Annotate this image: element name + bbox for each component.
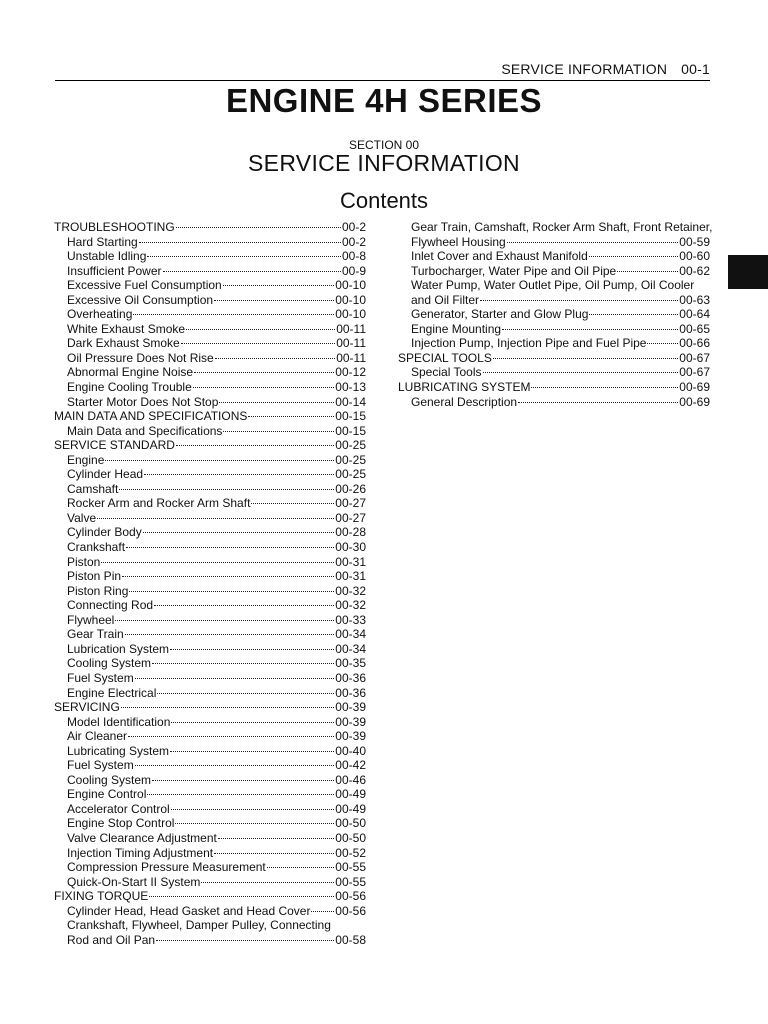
toc-entry-page: 00-63 — [679, 292, 710, 307]
toc-entry-page: 00-2 — [341, 220, 366, 234]
toc-leader-dots — [122, 576, 334, 577]
toc-entry-label: Insufficient Power — [67, 263, 162, 278]
toc-entry-page: 00-10 — [335, 278, 366, 293]
toc-entry-page: 00-60 — [679, 249, 710, 264]
toc-leader-dots — [175, 823, 334, 824]
toc-entry[interactable] — [54, 744, 366, 759]
toc-leader-dots — [126, 547, 334, 548]
toc-entry-label: SERVICING — [54, 700, 120, 715]
toc-entry[interactable] — [54, 656, 366, 671]
toc-entry-page: 00-49 — [335, 787, 366, 802]
toc-entry-page: 00-36 — [335, 670, 366, 685]
toc-entry[interactable] — [54, 584, 366, 599]
toc-entry-page: 00-26 — [335, 481, 366, 496]
toc-leader-dots — [105, 460, 334, 461]
toc-entry-label: Valve — [67, 510, 97, 525]
toc-entry-page: 00-14 — [335, 394, 366, 409]
toc-entry[interactable] — [54, 438, 366, 453]
toc-leader-dots — [215, 358, 335, 359]
toc-leader-dots — [219, 402, 334, 403]
toc-entry[interactable] — [54, 351, 366, 366]
toc-entry-page: 00-12 — [335, 365, 366, 380]
toc-entry-label: LUBRICATING SYSTEM — [398, 380, 531, 395]
toc-entry-label: Crankshaft, Flywheel, Damper Pulley, Connecting — [67, 918, 331, 933]
toc-entry-page: 00-39 — [335, 729, 366, 744]
toc-entry-page: 00-40 — [335, 743, 366, 758]
toc-entry[interactable] — [398, 278, 710, 293]
toc-entry-label: Connecting Rod — [67, 598, 154, 613]
toc-entry[interactable] — [54, 860, 366, 875]
toc-entry-label: Special Tools — [411, 365, 482, 380]
toc-leader-dots — [201, 882, 334, 883]
toc-entry-label: Injection Timing Adjustment — [67, 845, 214, 860]
toc-right-column — [398, 220, 713, 409]
toc-entry[interactable] — [54, 525, 366, 540]
toc-entry-label: Cooling System — [67, 772, 152, 787]
toc-entry-label: TROUBLESHOOTING — [54, 220, 175, 234]
toc-leader-dots — [135, 678, 335, 679]
toc-entry[interactable] — [54, 715, 366, 730]
toc-entry[interactable] — [398, 249, 710, 264]
toc-entry-label: Engine — [67, 452, 105, 467]
toc-entry-label: Flywheel — [67, 612, 115, 627]
toc-entry[interactable] — [54, 220, 366, 235]
toc-entry-label: Fuel System — [67, 758, 134, 773]
toc-leader-dots — [181, 343, 335, 344]
toc-entry-page: 00-67 — [679, 365, 710, 380]
toc-entry-label: Valve Clearance Adjustment — [67, 830, 217, 845]
header-section-name: SERVICE INFORMATION — [501, 61, 668, 77]
toc-entry[interactable] — [54, 307, 366, 322]
toc-leader-dots — [170, 649, 334, 650]
toc-entry[interactable] — [54, 700, 366, 715]
section-label: SECTION 00 — [348, 138, 420, 152]
toc-entry[interactable] — [54, 569, 366, 584]
toc-entry[interactable] — [54, 875, 366, 890]
toc-leader-dots — [171, 809, 335, 810]
toc-entry[interactable] — [398, 220, 713, 235]
toc-entry-label: Compression Pressure Measurement — [67, 860, 266, 875]
toc-entry-label: Main Data and Specifications — [67, 423, 223, 438]
toc-leader-dots — [589, 256, 679, 257]
toc-leader-dots — [589, 314, 678, 315]
toc-entry-page: 00-11 — [336, 336, 366, 351]
toc-leader-dots — [101, 562, 334, 563]
toc-entry[interactable] — [54, 365, 366, 380]
toc-entry[interactable] — [54, 831, 366, 846]
toc-leader-dots — [176, 445, 334, 446]
toc-entry-label: Cylinder Head, Head Gasket and Head Cover — [67, 903, 311, 918]
toc-entry-page: 00-56 — [335, 889, 366, 904]
toc-leader-dots — [493, 358, 678, 359]
toc-entry[interactable] — [54, 467, 366, 482]
toc-entry[interactable] — [54, 293, 366, 308]
toc-leader-dots — [128, 736, 334, 737]
toc-entry-page: 00-32 — [335, 583, 366, 598]
toc-entry[interactable] — [54, 380, 366, 395]
toc-entry[interactable] — [54, 918, 366, 933]
toc-entry-label: Cylinder Head — [67, 467, 144, 482]
toc-leader-dots — [507, 242, 679, 243]
toc-entry-label: Fuel System — [67, 670, 134, 685]
toc-entry-page: 00-25 — [335, 452, 366, 467]
toc-entry-label: Rod and Oil Pan — [67, 932, 156, 947]
toc-entry-label: FIXING TORQUE — [54, 889, 149, 904]
toc-entry[interactable] — [398, 264, 710, 279]
toc-entry-label: Overheating — [67, 307, 133, 322]
toc-leader-dots — [121, 707, 335, 708]
toc-entry[interactable] — [54, 453, 366, 468]
toc-entry[interactable] — [54, 642, 366, 657]
toc-entry[interactable] — [398, 322, 710, 337]
toc-leader-dots — [144, 474, 334, 475]
toc-entry[interactable] — [398, 336, 710, 351]
toc-entry[interactable] — [54, 729, 366, 744]
toc-leader-dots — [647, 343, 678, 344]
toc-entry-label: Dark Exhaust Smoke — [67, 336, 180, 351]
toc-leader-dots — [129, 591, 334, 592]
toc-entry-page: 00-55 — [335, 874, 366, 889]
toc-entry[interactable] — [54, 511, 366, 526]
toc-entry[interactable] — [54, 613, 366, 628]
toc-entry-page: 00-27 — [335, 496, 366, 511]
toc-leader-dots — [156, 940, 334, 941]
toc-entry[interactable] — [54, 802, 366, 817]
toc-entry-page: 00-58 — [335, 932, 366, 947]
toc-entry-page: 00-69 — [679, 380, 710, 395]
toc-entry[interactable] — [54, 424, 366, 439]
toc-entry-label: Model Identification — [67, 714, 171, 729]
toc-entry-page: 00-10 — [335, 292, 366, 307]
toc-entry[interactable] — [54, 278, 366, 293]
header-rule — [55, 80, 710, 81]
toc-entry-page: 00-30 — [335, 540, 366, 555]
toc-entry-label: Injection Pump, Injection Pipe and Fuel Pipe — [411, 336, 647, 351]
toc-entry[interactable] — [54, 758, 366, 773]
toc-leader-dots — [194, 372, 334, 373]
toc-entry-label: SERVICE STANDARD — [54, 438, 175, 453]
document-title: ENGINE 4H SERIES — [225, 82, 543, 119]
toc-entry-page: 00-50 — [335, 816, 366, 831]
toc-entry[interactable] — [54, 496, 366, 511]
toc-leader-dots — [518, 402, 678, 403]
toc-entry-label: Oil Pressure Does Not Rise — [67, 350, 214, 365]
toc-entry-page: 00-28 — [335, 525, 366, 540]
toc-entry-label: Piston Pin — [67, 569, 122, 584]
toc-entry-page: 00-2 — [341, 234, 366, 249]
toc-entry-label: Camshaft — [67, 481, 119, 496]
toc-entry[interactable] — [54, 671, 366, 686]
running-header — [55, 61, 710, 77]
toc-entry-label: Engine Control — [67, 787, 147, 802]
toc-entry-page: 00-11 — [336, 321, 366, 336]
toc-entry[interactable] — [398, 395, 710, 410]
toc-leader-dots — [248, 416, 334, 417]
toc-leader-dots — [311, 911, 334, 912]
toc-entry[interactable] — [54, 555, 366, 570]
toc-entry-label: Gear Train — [67, 627, 124, 642]
toc-entry-page: 00-35 — [335, 656, 366, 671]
toc-entry-page: 00-31 — [335, 569, 366, 584]
toc-leader-dots — [617, 271, 678, 272]
toc-leader-dots — [223, 431, 334, 432]
toc-entry-page: 00-32 — [335, 598, 366, 613]
toc-entry-page: 00-15 — [335, 409, 366, 424]
toc-entry-page: 00-39 — [335, 700, 366, 715]
toc-entry-label: Excessive Oil Consumption — [67, 292, 214, 307]
toc-entry-label: Lubrication System — [67, 641, 170, 656]
toc-leader-dots — [157, 693, 334, 694]
toc-leader-dots — [139, 242, 341, 243]
toc-entry-label: White Exhaust Smoke — [67, 321, 186, 336]
section-title: SERVICE INFORMATION — [248, 150, 520, 176]
contents-heading: Contents — [339, 188, 429, 213]
toc-entry-label: SPECIAL TOOLS — [398, 350, 492, 365]
toc-entry-label: Cooling System — [67, 656, 152, 671]
toc-entry-page: 00-36 — [335, 685, 366, 700]
toc-entry-label: Inlet Cover and Exhaust Manifold — [411, 249, 588, 264]
toc-leader-dots — [154, 605, 334, 606]
toc-entry[interactable] — [398, 307, 710, 322]
toc-entry-page: 00-31 — [335, 554, 366, 569]
toc-entry-page: 00-34 — [335, 641, 366, 656]
toc-leader-dots — [223, 285, 335, 286]
toc-entry[interactable] — [54, 409, 366, 424]
toc-entry-label: Turbocharger, Water Pipe and Oil Pipe — [411, 263, 617, 278]
toc-entry-label: MAIN DATA AND SPECIFICATIONS — [54, 409, 248, 424]
toc-entry-page: 00-25 — [335, 467, 366, 482]
toc-leader-dots — [152, 663, 334, 664]
toc-leader-dots — [176, 227, 341, 228]
toc-entry-page: 00-64 — [679, 307, 710, 322]
toc-entry-page: 00-10 — [335, 307, 366, 322]
toc-leader-dots — [115, 620, 334, 621]
toc-entry-page: 00-39 — [335, 714, 366, 729]
toc-entry-page: 00-55 — [335, 860, 366, 875]
toc-entry-page: 00-50 — [335, 830, 366, 845]
toc-entry-label: Starter Motor Does Not Stop — [67, 394, 219, 409]
toc-entry-page: 00-59 — [679, 234, 710, 249]
toc-entry[interactable] — [54, 336, 366, 351]
toc-entry-page: 00-33 — [335, 612, 366, 627]
toc-entry-page: 00-11 — [336, 350, 366, 365]
toc-entry-label: Engine Electrical — [67, 685, 157, 700]
toc-entry[interactable] — [54, 627, 366, 642]
toc-leader-dots — [193, 387, 335, 388]
toc-entry-label: Engine Cooling Trouble — [67, 380, 192, 395]
toc-left-column — [54, 220, 366, 947]
toc-entry[interactable] — [54, 482, 366, 497]
toc-entry-page: 00-46 — [335, 772, 366, 787]
toc-entry-page: 00-9 — [341, 263, 366, 278]
toc-entry[interactable] — [54, 249, 366, 264]
toc-leader-dots — [267, 867, 335, 868]
toc-leader-dots — [125, 634, 335, 635]
toc-leader-dots — [147, 256, 341, 257]
toc-entry[interactable] — [54, 904, 366, 919]
toc-entry-page: 00-62 — [679, 263, 710, 278]
toc-leader-dots — [152, 780, 334, 781]
toc-entry-page: 00-13 — [335, 380, 366, 395]
toc-entry[interactable] — [54, 787, 366, 802]
toc-leader-dots — [480, 300, 678, 301]
toc-leader-dots — [163, 271, 341, 272]
toc-entry[interactable] — [54, 686, 366, 701]
toc-entry-label: Engine Stop Control — [67, 816, 175, 831]
toc-leader-dots — [218, 838, 334, 839]
toc-entry-page: 00-69 — [679, 394, 710, 409]
toc-entry[interactable] — [54, 540, 366, 555]
toc-entry-label: General Description — [411, 394, 518, 409]
toc-entry-label: Rocker Arm and Rocker Arm Shaft — [67, 496, 251, 511]
toc-leader-dots — [214, 300, 334, 301]
toc-entry[interactable] — [54, 322, 366, 337]
toc-entry-page: 00-56 — [335, 903, 366, 918]
toc-entry-page: 00-25 — [335, 438, 366, 453]
toc-entry-page: 00-52 — [335, 845, 366, 860]
toc-leader-dots — [135, 765, 335, 766]
toc-entry[interactable] — [398, 365, 710, 380]
toc-entry-label: Engine Mounting — [411, 321, 502, 336]
toc-entry-label: Quick-On-Start II System — [67, 874, 201, 889]
toc-entry[interactable] — [398, 293, 710, 308]
toc-entry-label: Excessive Fuel Consumption — [67, 278, 222, 293]
toc-entry-label: Crankshaft — [67, 540, 126, 555]
toc-entry-label: Air Cleaner — [67, 729, 128, 744]
toc-entry-label: Flywheel Housing — [411, 234, 506, 249]
toc-leader-dots — [143, 532, 335, 533]
toc-leader-dots — [119, 489, 334, 490]
toc-entry-page: 00-49 — [335, 801, 366, 816]
toc-entry-page: 00-34 — [335, 627, 366, 642]
toc-entry[interactable] — [398, 351, 710, 366]
toc-entry-label: Lubricating System — [67, 743, 170, 758]
toc-entry[interactable] — [54, 773, 366, 788]
toc-leader-dots — [186, 329, 335, 330]
toc-entry-page: 00-42 — [335, 758, 366, 773]
toc-entry-label: Accelerator Control — [67, 801, 170, 816]
toc-leader-dots — [170, 751, 334, 752]
toc-entry-label: Cylinder Body — [67, 525, 142, 540]
toc-entry-label: Abnormal Engine Noise — [67, 365, 194, 380]
toc-entry-label: Gear Train, Camshaft, Rocker Arm Shaft, Front Retainer, — [411, 220, 713, 234]
toc-entry[interactable] — [398, 380, 710, 395]
toc-entry[interactable] — [54, 933, 366, 948]
toc-entry[interactable] — [54, 395, 366, 410]
toc-entry[interactable] — [54, 598, 366, 613]
toc-entry-page: 00-27 — [335, 510, 366, 525]
toc-entry-page: 00-15 — [335, 423, 366, 438]
toc-leader-dots — [502, 329, 678, 330]
toc-entry[interactable] — [54, 264, 366, 279]
toc-leader-dots — [171, 722, 334, 723]
toc-entry-label: Piston Ring — [67, 583, 129, 598]
toc-entry[interactable] — [54, 846, 366, 861]
toc-leader-dots — [133, 314, 334, 315]
toc-entry-label: Generator, Starter and Glow Plug — [411, 307, 589, 322]
toc-entry-label: Piston — [67, 554, 101, 569]
header-page-number: 00-1 — [681, 61, 710, 77]
toc-entry-page: 00-65 — [679, 321, 710, 336]
toc-entry-page: 00-67 — [679, 350, 710, 365]
toc-leader-dots — [97, 518, 334, 519]
toc-entry-label: Hard Starting — [67, 234, 138, 249]
section-thumb-tab — [728, 255, 768, 289]
toc-entry-page: 00-8 — [341, 249, 366, 264]
toc-entry-page: 00-66 — [679, 336, 710, 351]
toc-entry-label: Water Pump, Water Outlet Pipe, Oil Pump, Oil Cooler — [411, 278, 695, 293]
toc-leader-dots — [531, 387, 678, 388]
toc-entry-label: and Oil Filter — [411, 292, 480, 307]
toc-entry[interactable] — [398, 235, 710, 250]
toc-leader-dots — [147, 794, 334, 795]
toc-entry-label: Unstable Idling — [67, 249, 147, 264]
toc-entry[interactable] — [54, 235, 366, 250]
toc-leader-dots — [149, 896, 334, 897]
toc-entry[interactable] — [54, 816, 366, 831]
toc-entry[interactable] — [54, 889, 366, 904]
toc-leader-dots — [251, 503, 334, 504]
toc-leader-dots — [483, 372, 679, 373]
toc-leader-dots — [214, 853, 334, 854]
